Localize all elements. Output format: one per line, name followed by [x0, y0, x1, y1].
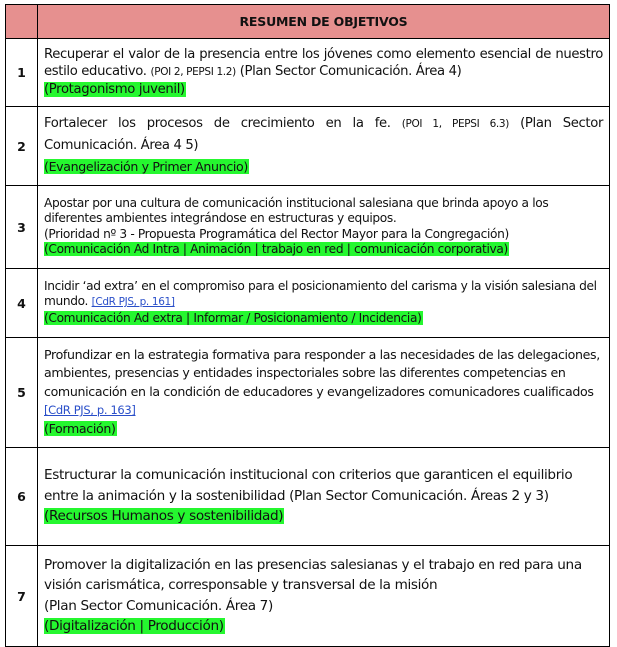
- objective-plan: (Plan Sector Comunicación. Área 4 5): [44, 116, 604, 153]
- objective-tag: (Recursos Humanos y sostenibilidad): [44, 508, 284, 525]
- table-row: [6, 338, 610, 448]
- objective-cell: [38, 186, 610, 269]
- objective-plan: (Plan Sector Comunicación. Área 4): [239, 64, 462, 79]
- objective-reference: (POI 1, PEPSI 6.3): [401, 118, 509, 130]
- objective-text: Apostar por una cultura de comunicación institucional salesiana que brinda apoyo a los diferentes ambientes integrándose en estructuras y equipos.: [44, 195, 549, 225]
- objective-cell: [38, 338, 610, 448]
- table-header-row: [6, 5, 610, 39]
- objective-text: Fortalecer los procesos de crecimiento en la fe.: [44, 116, 391, 131]
- objective-number: 1: [6, 39, 38, 107]
- objective-plan: (Plan Sector Comunicación. Área 7): [44, 597, 273, 614]
- cdr-pjs-link[interactable]: [CdR PJS, p. 163]: [44, 403, 136, 418]
- cdr-pjs-link[interactable]: [CdR PJS, p. 161]: [91, 296, 175, 309]
- table-row: [6, 448, 610, 546]
- objective-text: Profundizar en la estrategia formativa para responder a las necesidades de las delegaciones, ambientes, presencias y entidades inspectoriales sobre las diferentes competencias en comunicación en la condición de educadores y evangelizadores comunicadores cualificados: [44, 346, 600, 399]
- objective-cell: [38, 546, 610, 647]
- objective-number: 4: [6, 269, 38, 338]
- objective-tag: (Formación): [44, 420, 116, 436]
- table-row: [6, 186, 610, 269]
- header-number-cell: [6, 5, 38, 39]
- objectives-summary-table: [5, 4, 610, 647]
- table-row: [6, 546, 610, 647]
- objective-cell: [38, 107, 610, 186]
- objective-tag: (Protagonismo juvenil): [44, 82, 185, 97]
- objective-number: 5: [6, 338, 38, 448]
- objective-reference: (POI 2, PEPSI 1.2): [150, 66, 236, 78]
- objective-cell: [38, 269, 610, 338]
- table-row: [6, 107, 610, 186]
- table-row: [6, 39, 610, 107]
- objective-tag: (Comunicación Ad Intra | Animación | trabajo en red | comunicación corporativa): [44, 242, 508, 256]
- table-row: [6, 269, 610, 338]
- objective-cell: [38, 448, 610, 546]
- objective-text: Estructurar la comunicación institucional con criterios que garanticen el equilibrio entre la animación y la sostenibilidad (Plan Sector Comunicación. Áreas 2 y 3): [44, 467, 573, 504]
- table-title: RESUMEN DE OBJETIVOS: [38, 5, 610, 39]
- objective-text: Promover la digitalización en las presencias salesianas y el trabajo en red para una visión carismática, corresponsable y transversal de la misión: [44, 556, 582, 593]
- objective-tag: (Digitalización | Producción): [44, 618, 224, 634]
- objective-cell: [38, 39, 610, 107]
- objective-tag: (Evangelización y Primer Anuncio): [44, 159, 248, 174]
- objective-number: 3: [6, 186, 38, 269]
- objective-tag: (Comunicación Ad extra | Informar / Posicionamiento / Incidencia): [44, 310, 422, 325]
- objective-number: 2: [6, 107, 38, 186]
- objective-number: 7: [6, 546, 38, 647]
- objective-number: 6: [6, 448, 38, 546]
- objective-plan: (Prioridad nº 3 - Propuesta Programática del Rector Mayor para la Congregación): [44, 226, 509, 241]
- objective-text: Recuperar el valor de la presencia entre los jóvenes como elemento esencial de nuestro estilo educativo.: [44, 47, 603, 79]
- objective-text: Incidir ‘ad extra’ en el compromiso para el posicionamiento del carisma y la visión salesiana del mundo.: [44, 278, 597, 309]
